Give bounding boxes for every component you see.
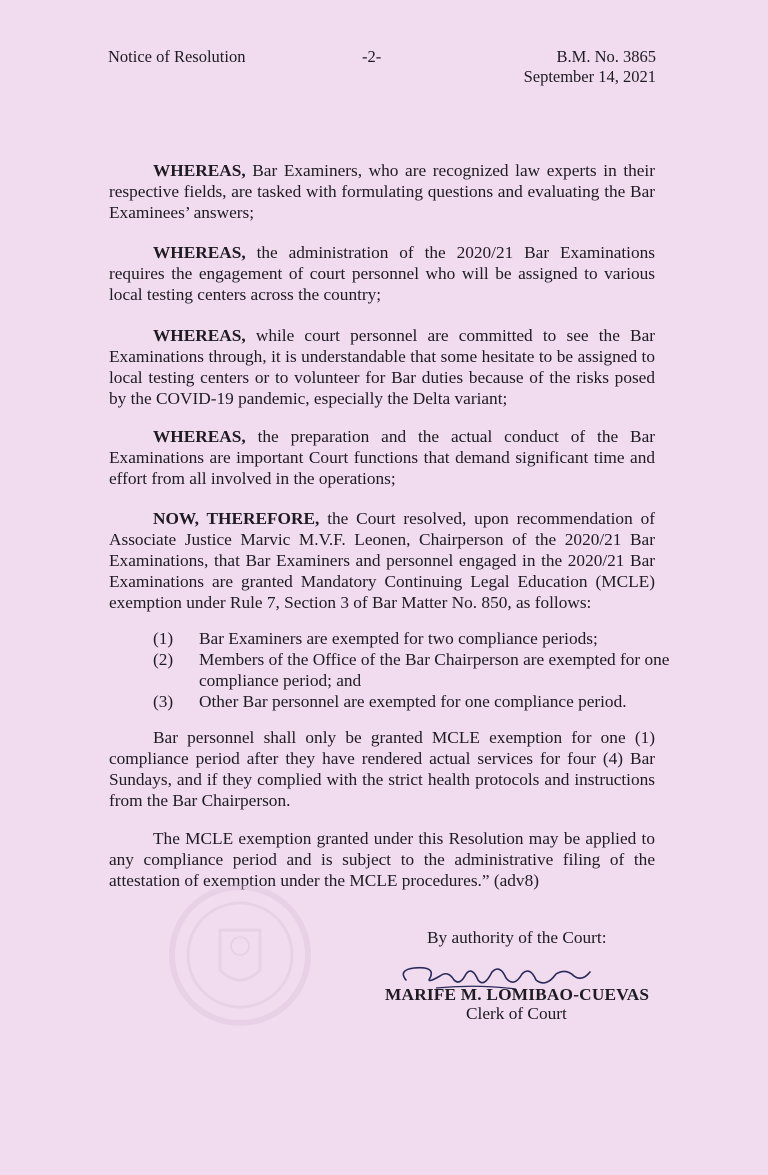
paragraph-now-therefore (109, 508, 655, 613)
header-case-number: B.M. No. 3865 (556, 47, 656, 66)
list-item-number: (1) (153, 629, 174, 648)
paragraph-text: the administration of the 2020/21 Bar Examinations requires the engagement of court personnel who will be assigned to various local testing centers across the country; (109, 243, 655, 304)
paragraph-whereas-4 (109, 426, 655, 489)
list-item-text: Bar Examiners are exempted for two compliance periods; (199, 629, 598, 648)
list-item-number: (2) (153, 650, 174, 669)
paragraph-lead: WHEREAS, (153, 243, 246, 262)
list-item (153, 649, 673, 691)
header-document-type: Notice of Resolution (108, 47, 246, 66)
court-seal-watermark (165, 880, 315, 1030)
paragraph-text: while court personnel are committed to see the Bar Examinations through, it is understandable that some hesitate to be assigned to local testing centers or to volunteer for Bar duties because of the risks posed by the COVID-19 pandemic, especially the Delta variant; (109, 326, 655, 408)
list-item-text: Members of the Office of the Bar Chairperson are exempted for one compliance period; and (199, 650, 670, 690)
authority-line: By authority of the Court: (427, 928, 607, 947)
signer-name: MARIFE M. LOMIBAO-CUEVAS (385, 985, 650, 1004)
paragraph-text: Bar Examiners, who are recognized law experts in their respective fields, are tasked with formulating questions and evaluating the Bar Examinees’ answers; (109, 161, 655, 222)
list-item-text: Other Bar personnel are exempted for one compliance period. (199, 692, 627, 711)
header-date: September 14, 2021 (523, 67, 656, 86)
paragraph-whereas-1 (109, 160, 655, 223)
paragraph-whereas-2 (109, 242, 655, 305)
paragraph-lead: WHEREAS, (153, 326, 246, 345)
list-item (153, 628, 673, 649)
paragraph-bar-personnel: Bar personnel shall only be granted MCLE exemption for one (1) compliance period after they have rendered actual services for four (4) Bar Sundays, and if they complied with the strict health protocols and instructions from the Bar Chairperson. (109, 728, 655, 810)
exemption-list (153, 628, 673, 712)
header-reference (524, 47, 656, 87)
list-item-number: (3) (153, 692, 174, 711)
list-item (153, 691, 673, 712)
paragraph-text: the Court resolved, upon recommendation of Associate Justice Marvic M.V.F. Leonen, Chairperson of the 2020/21 Bar Examinations, that Bar Examiners and personnel engaged in the 2020/21 Bar Examinations are granted Mandatory Continuing Legal Education (MCLE) exemption under Rule 7, Section 3 of Bar Matter No. 850, as follows: (109, 509, 655, 612)
paragraph-lead: WHEREAS, (153, 427, 246, 446)
paragraph-lead: NOW, THEREFORE, (153, 509, 320, 528)
paragraph-lead: WHEREAS, (153, 161, 246, 180)
paragraph-whereas-3 (109, 325, 655, 409)
header-page-number: -2- (362, 47, 382, 66)
paragraph-mcle-exemption: The MCLE exemption granted under this Resolution may be applied to any compliance period and is subject to the administrative filing of the attestation of exemption under the MCLE procedures.” (adv8) (109, 829, 655, 890)
paragraph-text: the preparation and the actual conduct of the Bar Examinations are important Court functions that demand significant time and effort from all involved in the operations; (109, 427, 655, 488)
signer-title: Clerk of Court (466, 1004, 567, 1023)
